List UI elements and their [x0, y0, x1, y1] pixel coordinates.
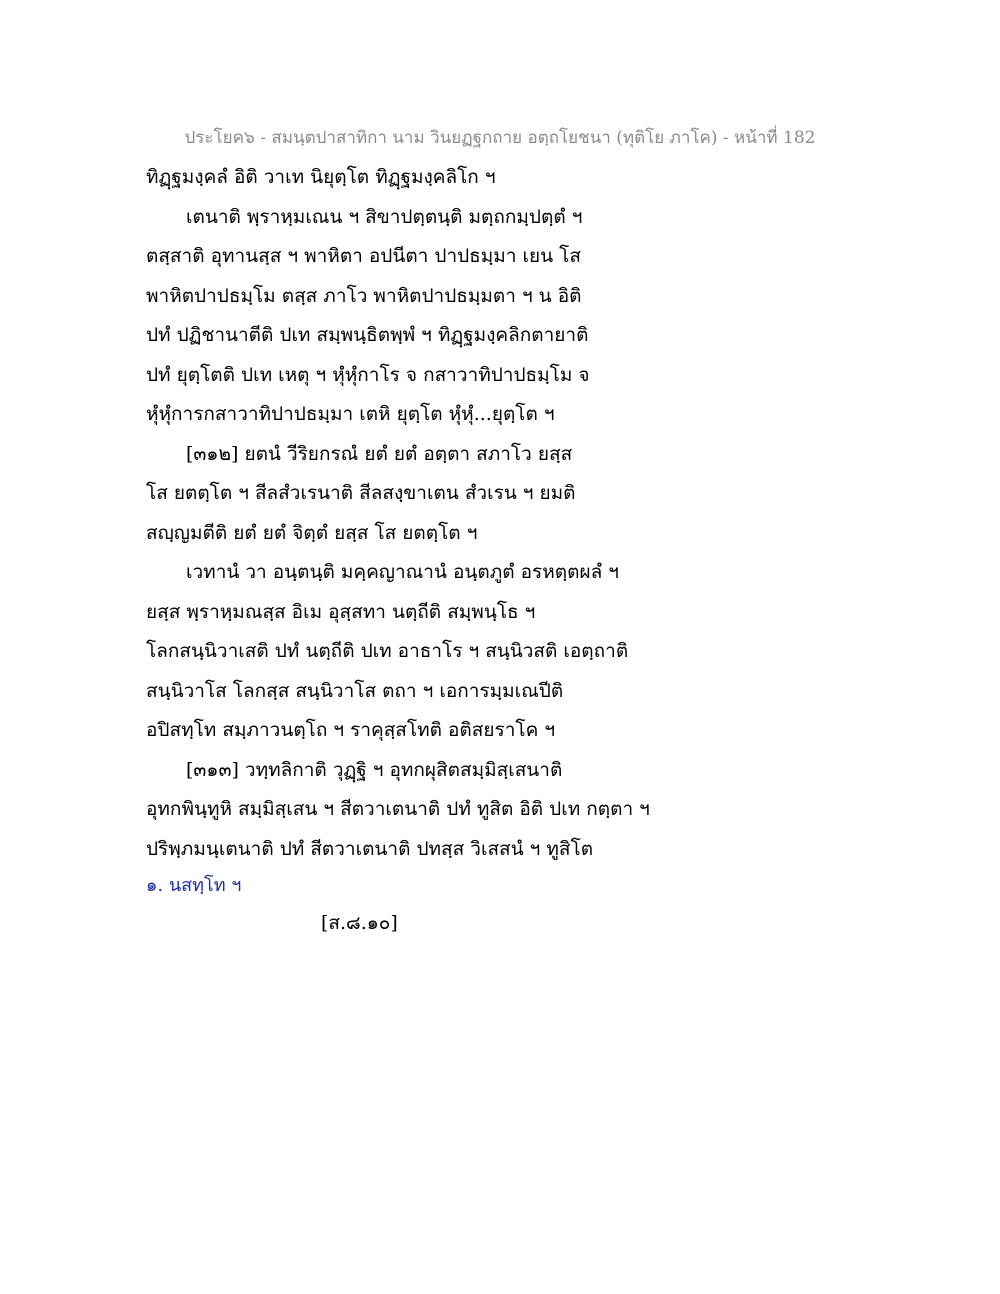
text-line: เวทานํ วา อนฺตนฺติ มคฺคญาณานํ อนฺตภูตํ อรหตฺตผลํ ฯ	[186, 561, 619, 583]
text-line: ทิฏฺฐมงฺคลํ อิติ วาเท นิยุตฺโต ทิฏฺฐมงฺคลิโก ฯ	[146, 166, 496, 188]
text-line: ตสฺสาติ อุทานสฺส ฯ พาหิตา อปนีตา ปาปธมฺมา เยน โส	[146, 245, 581, 267]
text-line: หุํหุํการกสาวาทิปาปธมฺมา เตหิ ยุตฺโต หุํหุํ...ยุตฺโต ฯ	[146, 403, 555, 425]
text-line: สนฺนิวาโส โลกสฺส สนฺนิวาโส ตถา ฯ เอการมฺมเณปีติ	[146, 679, 564, 702]
text-line: ยสฺส พฺราหฺมณสฺส อิเม อุสฺสทา นตฺถีติ สมฺพนฺโธ ฯ	[146, 600, 536, 623]
text-line: ปทํ ยุตฺโตติ ปเท เหตุ ฯ หุํหุํกาโร จ กสาวาทิปาปธมฺโม จ	[146, 363, 590, 386]
page-reference: [ส.๘.๑๐]	[321, 912, 398, 934]
text-line: โส ยตตฺโต ฯ สีลสํวเรนาติ สีลสงฺขาเตน สํวเรน ฯ ยมติ	[146, 482, 576, 504]
text-line: ปทํ ปฏิชานาตีติ ปเท สมฺพนฺธิตพฺพํ ฯ ทิฏฺฐมงฺคลิกตายาติ	[146, 324, 589, 346]
text-line: ปริพฺภมนฺเตนาติ ปทํ สีตวาเตนาติ ปทสฺส วิเสสนํ ฯ ทูสิโต	[146, 837, 594, 860]
text-line: โลกสนฺนิวาเสติ ปทํ นตฺถีติ ปเท อาธาโร ฯ สนฺนิวสติ เอตฺถาติ	[146, 640, 629, 662]
text-line: อุทกพินฺทูหิ สมฺมิสฺเสน ฯ สีตวาเตนาติ ปทํ ทูสิต อิติ ปเท กตฺตา ฯ	[146, 798, 650, 820]
text-line: สญฺญมตีติ ยตํ ยตํ จิตฺตํ ยสฺส โส ยตตฺโต ฯ	[146, 521, 478, 544]
page-header: ประโยค๖ - สมนฺตปาสาทิกา นาม วินยฏฐกถาย อตฺถโยชนา (ทุติโย ภาโค) - หน้าที่ 182	[184, 128, 816, 148]
text-line: อปิสทฺโท สมฺภาวนตฺโถ ฯ ราคุสฺสโทติ อติสยราโค ฯ	[146, 719, 555, 741]
text-line: เตนาติ พฺราหฺมเณน ฯ สิขาปตฺตนฺติ มตฺถกมฺปตฺตํ ฯ	[186, 205, 583, 228]
text-line: [๓๑๓] วทฺทลิกาติ วุฏฺฐิ ฯ อุทกผุสิตสมฺมิสฺเสนาติ	[186, 758, 563, 781]
footnote: ๑. นสทฺโท ฯ	[146, 875, 242, 896]
text-line: [๓๑๒] ยตนํ วีริยกรณํ ยตํ ยตํ อตฺตา สภาโว ยสฺส	[186, 442, 573, 465]
body-text	[146, 158, 866, 869]
text-line: พาหิตปาปธมฺโม ตสฺส ภาโว พาหิตปาปธมฺมตา ฯ น อิติ	[146, 284, 582, 307]
